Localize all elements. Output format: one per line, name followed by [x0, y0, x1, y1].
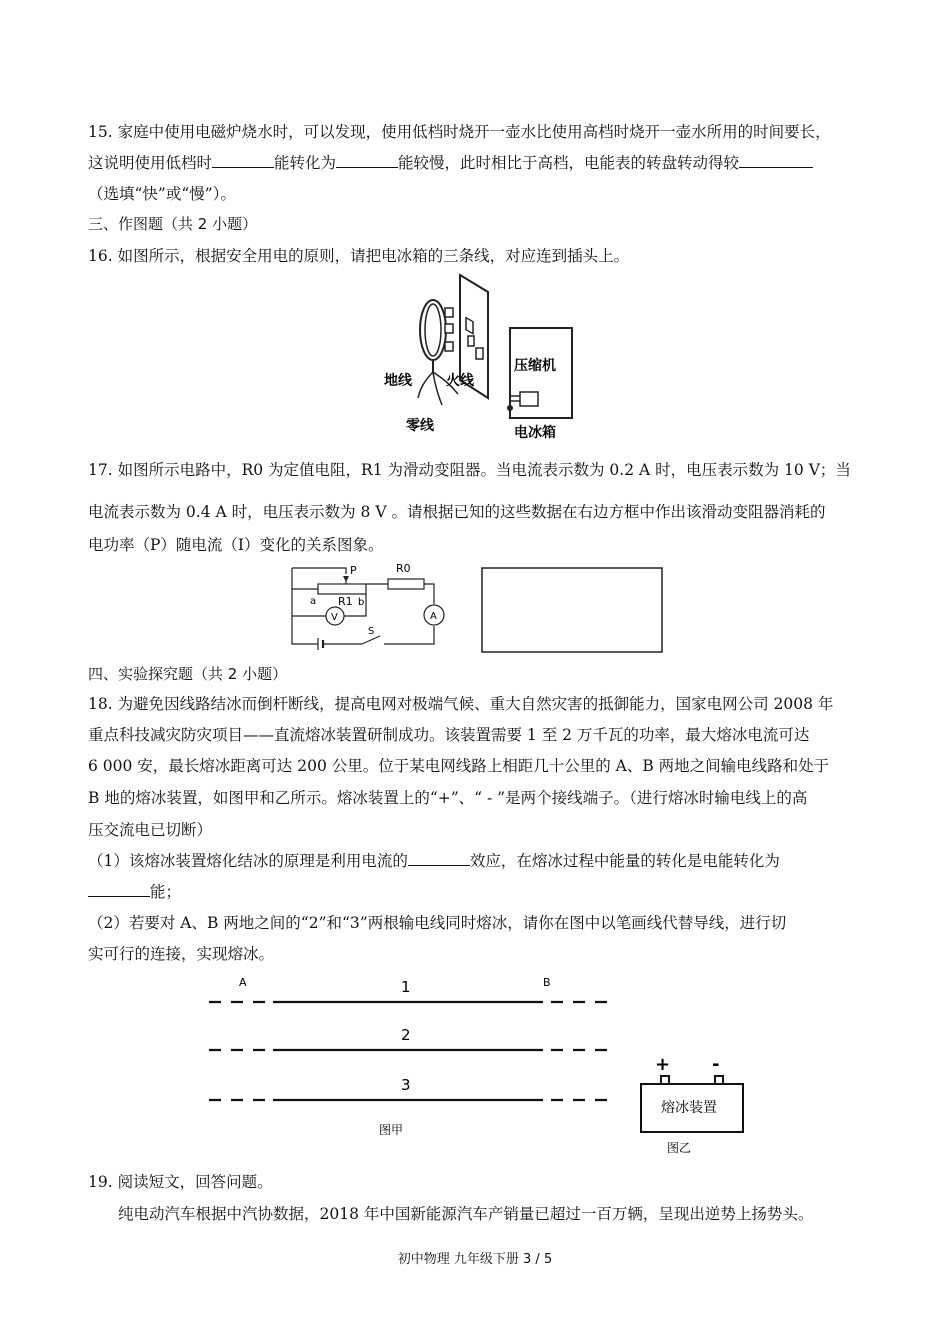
q18-line5: 压交流电已切断） [88, 821, 213, 839]
label-b: b [358, 597, 365, 608]
q16-text: 16. 如图所示，根据安全用电的原则，请把电冰箱的三条线，对应连到插头上。 [88, 247, 630, 265]
label-voltmeter: V [331, 612, 338, 623]
q15-blank3[interactable] [739, 153, 813, 168]
label-wire-2: 2 [401, 1026, 411, 1044]
q18-part1 [88, 851, 780, 871]
q15-line2 [88, 153, 813, 173]
q17-circuit [288, 560, 458, 652]
q19-line2: 纯电动汽车根据中汽协数据，2018 年中国新能源汽车产销量已超过一百万辆，呈现出逆势上扬势头。 [118, 1205, 814, 1223]
q18-figure [205, 970, 775, 1158]
q18-blank2[interactable] [88, 882, 150, 897]
label-a: a [310, 596, 317, 607]
label-r1: R1 [338, 595, 353, 608]
label-plus-terminal: + [655, 1054, 671, 1075]
q18-line4: B 地的熔冰装置，如图甲和乙所示。熔冰装置上的“+”、“ - ”是两个接线端子。（进行熔冰时输电线上的高 [88, 789, 808, 807]
page-footer: 初中物理 九年级下册 3 / 5 [397, 1252, 553, 1267]
q15-blank2[interactable] [336, 153, 398, 168]
q18-part2-b: 实可行的连接，实现熔冰。 [88, 945, 275, 963]
q15-line2c: 能较慢，此时相比于高档，电能表的转盘转动得较 [398, 154, 740, 172]
label-wire-1: 1 [401, 978, 411, 996]
q18-part1-cont [88, 882, 181, 902]
label-point-a: A [239, 976, 247, 989]
label-wire-3: 3 [401, 1076, 411, 1094]
q15-line2b: 能转化为 [274, 154, 337, 172]
label-fig-jia: 图甲 [379, 1123, 404, 1137]
section-3-heading: 三、作图题（共 2 小题） [88, 215, 258, 233]
q17-answer-box[interactable] [481, 567, 663, 653]
q17-line1: 17. 如图所示电路中，R0 为定值电阻，R1 为滑动变阻器。当电流表示数为 0.2 A 时，电压表示数为 10 V；当 [88, 461, 851, 479]
q16-figure [380, 270, 580, 440]
q15-blank1[interactable] [212, 153, 274, 168]
section-4-heading: 四、实验探究题（共 2 小题） [88, 665, 288, 683]
label-switch: S [368, 626, 375, 637]
q19-line1: 19. 阅读短文，回答问题。 [88, 1173, 273, 1191]
label-ammeter: A [430, 611, 437, 622]
q18-blank1[interactable] [408, 851, 470, 866]
label-fridge: 电冰箱 [514, 425, 556, 441]
q15-line3: （选填“快”或“慢”）。 [88, 185, 236, 203]
q18-p1b: 效应，在熔冰过程中能量的转化是电能转化为 [469, 852, 780, 870]
q18-p1a: （1）该熔冰装置熔化结冰的原理是利用电流的 [88, 852, 408, 870]
label-device: 熔冰装置 [661, 1100, 717, 1116]
q15-line1: 15. 家庭中使用电磁炉烧水时，可以发现，使用低档时烧开一壶水比使用高档时烧开一壶水所用的时间要长， [88, 123, 831, 141]
q18-line2: 重点科技减灾防灾项目——直流熔冰装置研制成功。该装置需要 1 至 2 万千瓦的功率，最大熔冰电流可达 [88, 726, 810, 744]
label-neutral-wire: 零线 [406, 418, 434, 434]
q18-part2-a: （2）若要对 A、B 两地之间的“2”和“3”两根输电线同时熔冰，请你在图中以笔画线代替导线，进行切 [88, 914, 787, 932]
label-compressor: 压缩机 [514, 358, 556, 374]
label-earth-wire: 地线 [384, 373, 412, 389]
label-fig-yi: 图乙 [667, 1141, 692, 1155]
q18-p1c: 能； [150, 883, 182, 901]
label-p: P [350, 564, 357, 577]
q18-line3: 6 000 安，最长熔冰距离可达 200 公里。位于某电网线路上相距几十公里的 A、B 两地之间输电线路和处于 [88, 757, 830, 775]
q18-line1: 18. 为避免因线路结冰而倒杆断线，提高电网对极端气候、重大自然灾害的抵御能力，国家电网公司 2008 年 [88, 695, 834, 713]
q17-line2: 电流表示数为 0.4 A 时，电压表示数为 8 V 。请根据已知的这些数据在右边方框中作出该滑动变阻器消耗的 [88, 503, 826, 521]
label-minus-terminal: - [712, 1054, 720, 1075]
label-live-wire: 火线 [446, 373, 474, 389]
label-point-b: B [543, 976, 551, 989]
q17-line3: 电功率（P）随电流（I）变化的关系图象。 [88, 536, 384, 554]
q15-line2a: 这说明使用低档时 [88, 154, 213, 172]
label-r0: R0 [396, 562, 411, 575]
